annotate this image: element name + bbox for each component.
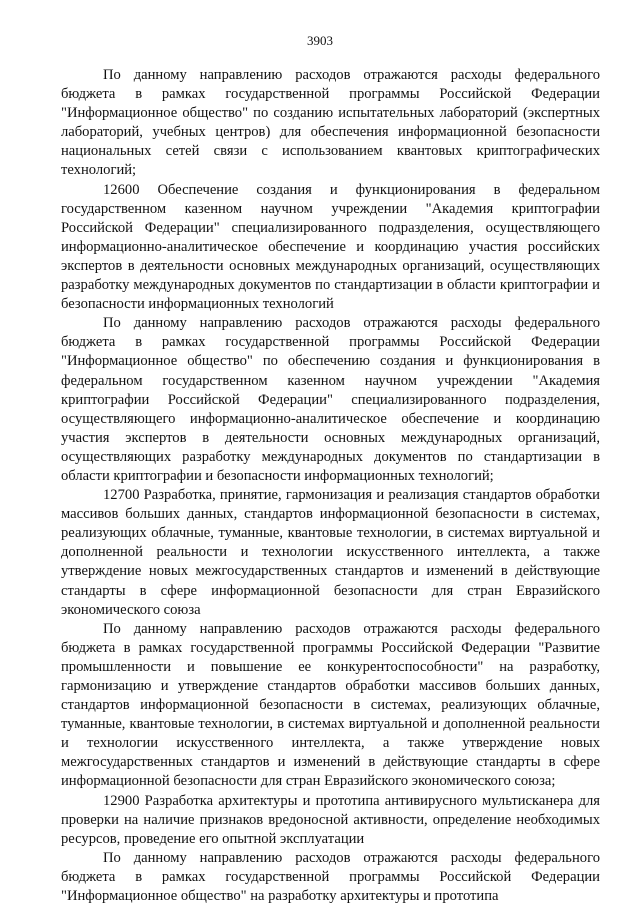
paragraph: По данному направлению расходов отражаются расходы федерального бюджета в рамках государственной программы Российской Федерации "Информационное общество" по обеспечению создания и функционирования в федеральном государственном казенном научном учреждении "Академия криптографии Российской Федерации" специализированного подразделения, осуществляющего информационно-аналитическое обеспечение и координацию участия экспертов в деятельности основных международных организаций, осуществляющих разработку международных документов по стандартизации в области криптографии и безопасности информационных технологий; xyxy=(61,315,600,484)
paragraph: 12600 Обеспечение создания и функционирования в федеральном государственном казенном научном учреждении "Академия криптографии Российской Федерации" специализированного подразделения, осуществляющего информационно-аналитическое обеспечение и координацию участия российских экспертов в деятельности основных международных организаций, осуществляющих разработку международных документов по стандартизации в области криптографии и безопасности информационных технологий xyxy=(61,181,600,313)
page-number: 3903 xyxy=(307,33,333,48)
document-body xyxy=(61,66,600,906)
paragraph: По данному направлению расходов отражаются расходы федерального бюджета в рамках государственной программы Российской Федерации "Информационное общество" на разработку архитектуры и прототипа xyxy=(61,849,600,905)
paragraph: По данному направлению расходов отражаются расходы федерального бюджета в рамках государственной программы Российской Федерации "Информационное общество" по созданию испытательных лабораторий (экспертных лабораторий, учебных центров) для обеспечения информационной безопасности национальных сетей связи с использованием квантовых криптографических технологий; xyxy=(61,67,600,179)
paragraph: По данному направлению расходов отражаются расходы федерального бюджета в рамках государственной программы Российской Федерации "Развитие промышленности и повышение ее конкурентоспособности" на разработку, гармонизацию и утверждение стандартов обработки массивов больших данных, стандартов информационной безопасности в системах, реализующих облачные, туманные, квантовые технологии, в системах виртуальной и дополненной реальности и технологии искусственного интеллекта, а также утверждение новых межгосударственных стандартов и изменений в действующие стандарты в сфере информационной безопасности для стран Евразийского экономического союза; xyxy=(61,620,600,790)
paragraph: 12700 Разработка, принятие, гармонизация и реализация стандартов обработки массивов больших данных, стандартов информационной безопасности в системах, реализующих облачные, туманные, квантовые технологии, в системах виртуальной и дополненной реальности и технологии искусственного интеллекта, а также утверждение новых межгосударственных стандартов и изменений в действующие стандарты в сфере информационной безопасности для стран Евразийского экономического союза xyxy=(61,487,600,618)
paragraph: 12900 Разработка архитектуры и прототипа антивирусного мультисканера для проверки на наличие признаков вредоносной активности, определение необходимых ресурсов, проведение его опытной эксплуатации xyxy=(61,792,600,847)
